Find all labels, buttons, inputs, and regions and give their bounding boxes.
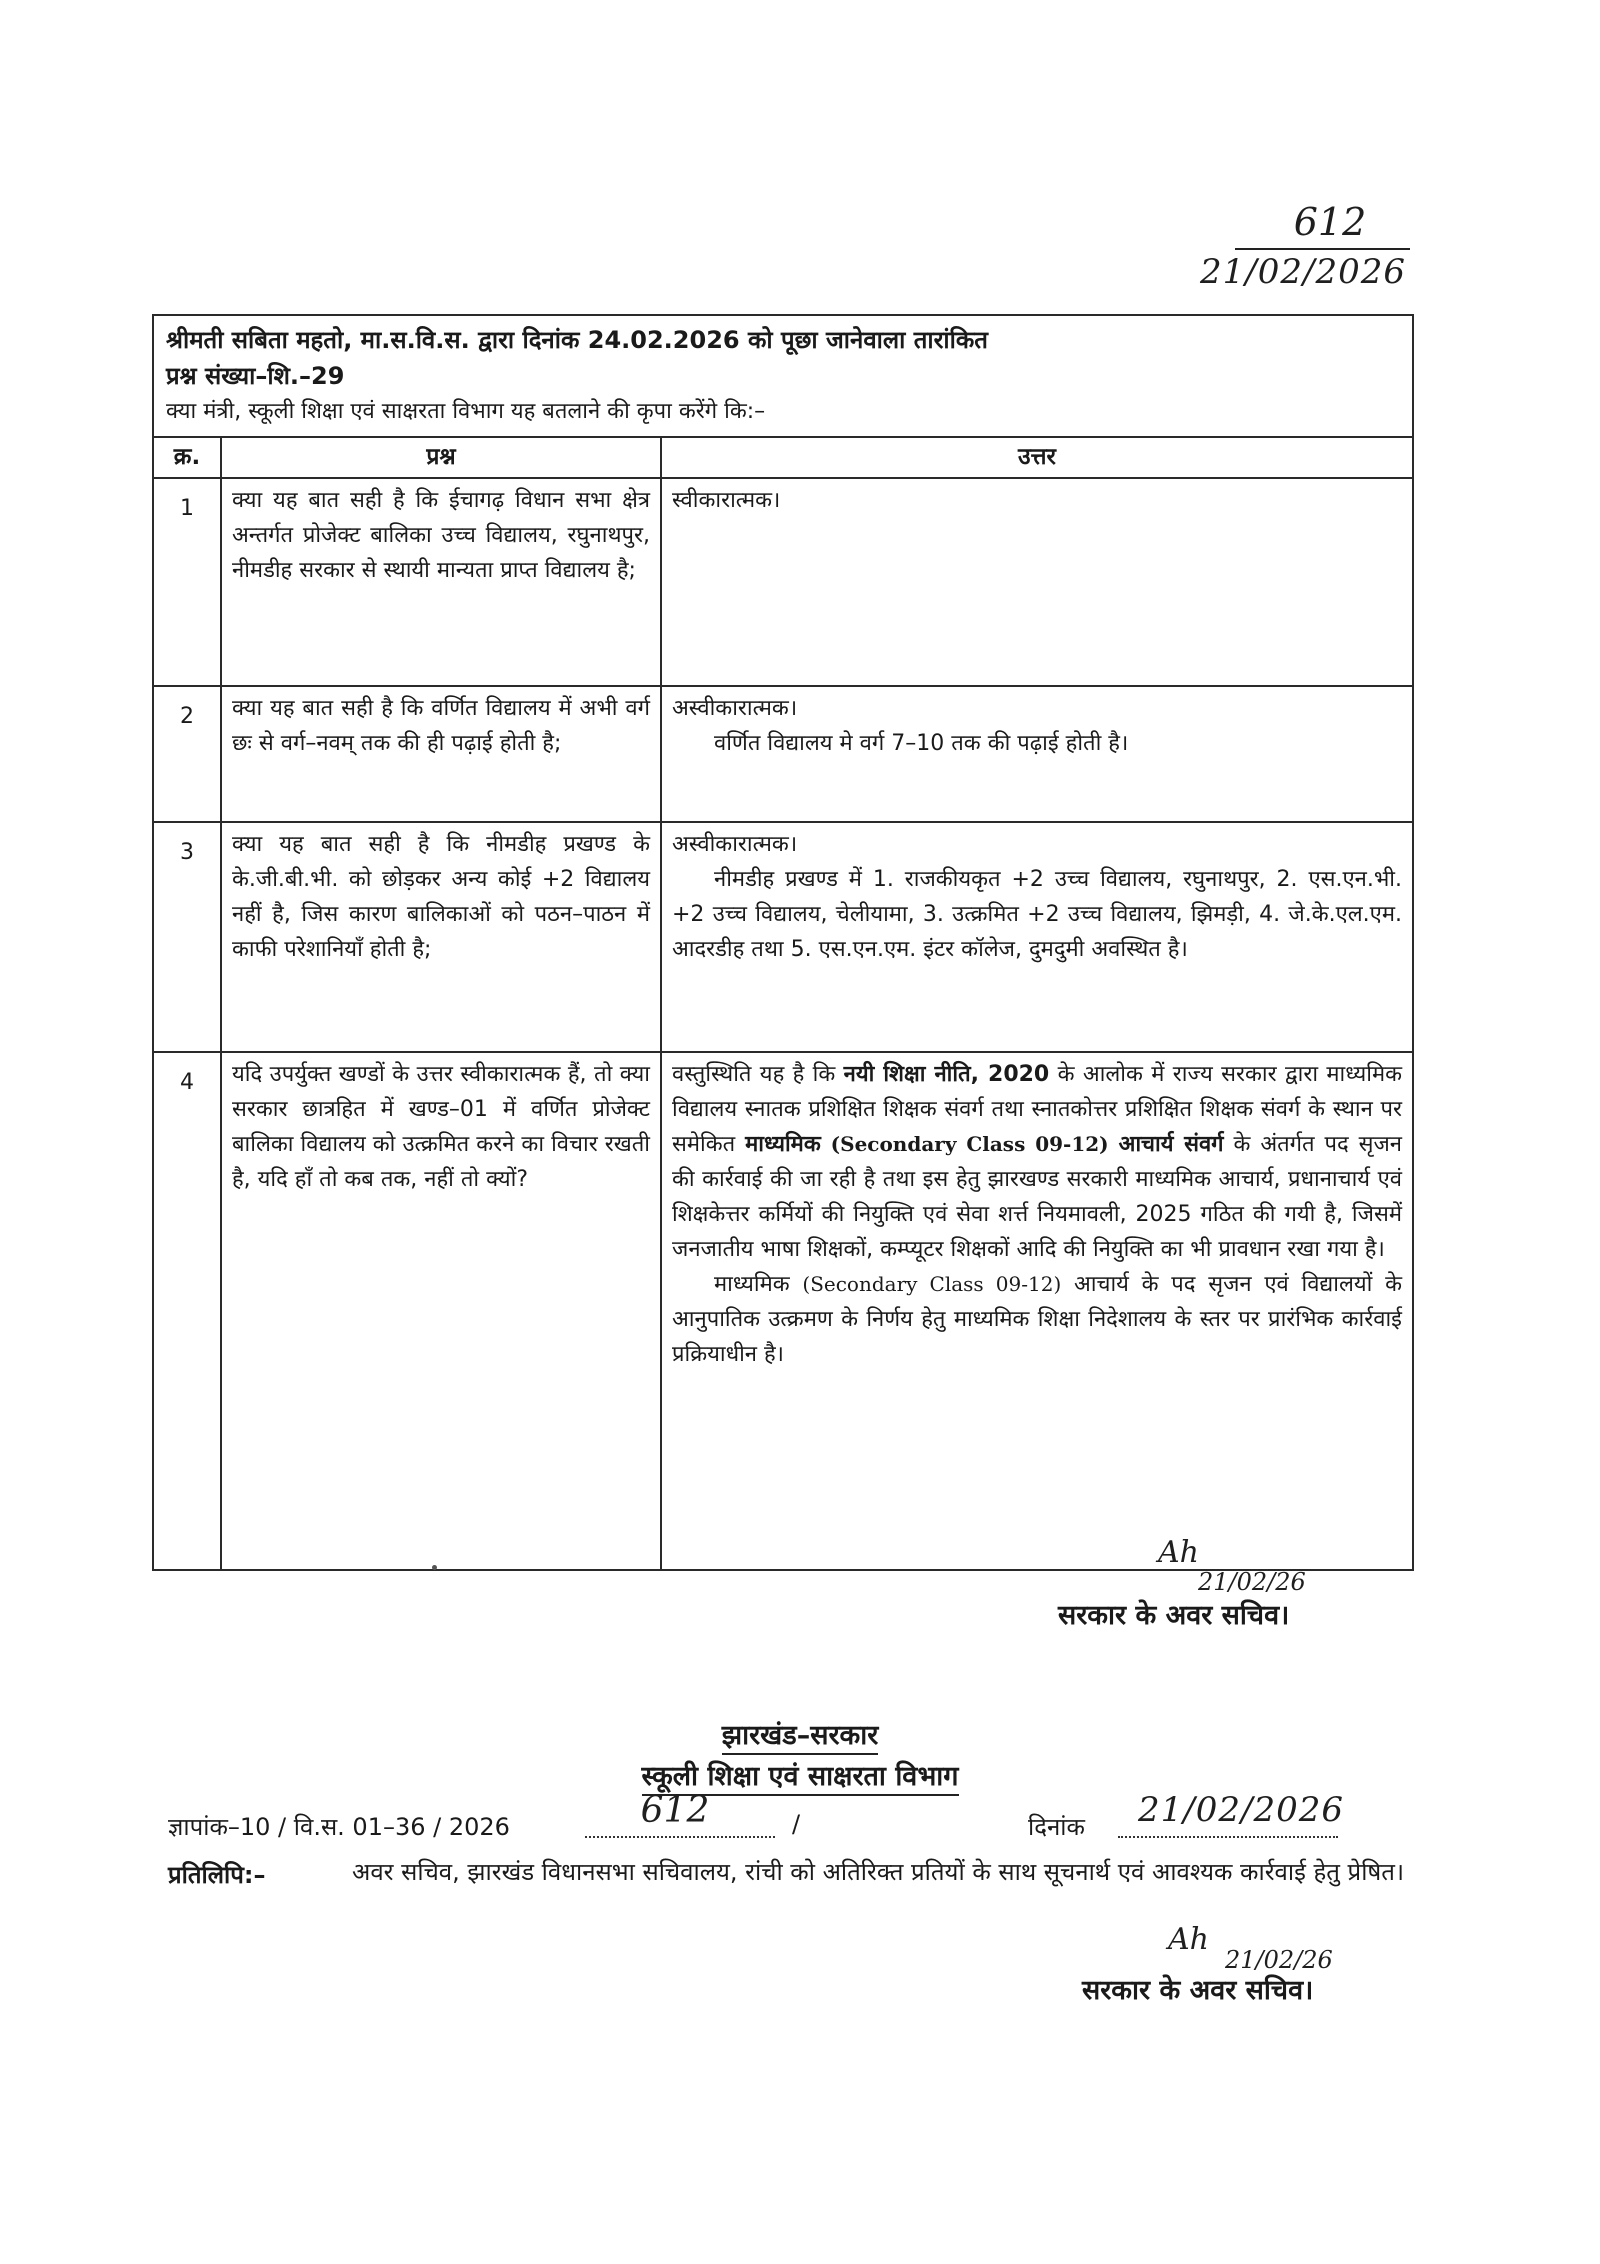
column-header-sno: क्र. xyxy=(153,437,221,478)
row-answer xyxy=(661,822,1413,1052)
table-row xyxy=(153,686,1413,822)
row-number: 2 xyxy=(153,686,221,822)
memo-number-prefix: ज्ञापांक–10 / वि.स. 01–36 / 2026 xyxy=(168,1813,510,1841)
handwritten-date: 21/02/2026 xyxy=(1200,252,1406,292)
signature: Ah xyxy=(1168,1922,1209,1957)
copy-text: अवर सचिव, झारखंड विधानसभा सचिवालय, रांची को अतिरिक्त प्रतियों के साथ सूचनार्थ एवं आवश्यक कार्रवाई हेतु प्रेषित। xyxy=(352,1858,1405,1886)
cadre-name: माध्यमिक xyxy=(745,1132,821,1157)
answer-status: अस्वीकारात्मक। xyxy=(672,832,798,857)
question-number: प्रश्न संख्या–शि.–29 xyxy=(166,362,345,390)
date-dotted-line xyxy=(1118,1836,1338,1838)
row-question: क्या यह बात सही है कि वर्णित विद्यालय में अभी वर्ग छः से वर्ग–नवम् तक की ही पढ़ाई होती है; xyxy=(221,686,661,822)
row-question: क्या यह बात सही है कि ईचागढ़ विधान सभा क्षेत्र अन्तर्गत प्रोजेक्ट बालिका उच्च विद्यालय, रघुनाथपुर, नीमडीह सरकार से स्थायी मान्यता प्राप्त विद्यालय है; xyxy=(221,478,661,686)
column-header-answer: उत्तर xyxy=(661,437,1413,478)
question-header-line: श्रीमती सबिता महतो, मा.स.वि.स. द्वारा दिनांक 24.02.2026 को पूछा जानेवाला तारांकित xyxy=(166,326,988,354)
scan-speck xyxy=(432,1565,437,1570)
answer-text: के आलोक में राज्य सरकार द्वारा माध्यमिक विद्यालय स्नातक प्रशिक्षित शिक्षक संवर्ग तथा स्नातकोत्तर प्रशिक्षित शिक्षक संवर्ग के स्थान पर समेकित xyxy=(672,1062,1403,1157)
memo-dotted-line xyxy=(585,1836,775,1838)
signatory-designation: सरकार के अवर सचिव। xyxy=(1082,1975,1314,2006)
memo-number-handwritten: 612 xyxy=(640,1790,710,1831)
copy-label: प्रतिलिपि:– xyxy=(168,1861,266,1889)
row-answer xyxy=(661,686,1413,822)
department-name: स्कूली शिक्षा एवं साक्षरता विभाग xyxy=(0,1756,1600,1793)
signature-date: 21/02/26 xyxy=(1225,1946,1333,1974)
policy-name: नयी शिक्षा नीति, 2020 xyxy=(843,1062,1050,1087)
answer-text: के अंतर्गत पद सृजन की कार्रवाई की जा रही है तथा इस हेतु झारखण्ड सरकारी माध्यमिक आचार्य, प्रधानाचार्य एवं शिक्षकेत्तर कर्मियों की नियुक्ति एवं सेवा शर्त्त नियमावली, 2025 गठित की गयी है, जिसमें जनजातीय भाषा शिक्षकों, कम्प्यूटर शिक्षकों आदि की नियुक्ति का भी प्रावधान रखा गया है। xyxy=(672,1132,1403,1262)
date-handwritten: 21/02/2026 xyxy=(1138,1790,1344,1830)
question-intro: क्या मंत्री, स्कूली शिक्षा एवं साक्षरता विभाग यह बतलाने की कृपा करेंगे कि:– xyxy=(166,399,766,424)
class-range: (Secondary Class 09-12) xyxy=(802,1272,1062,1296)
row-question: क्या यह बात सही है कि नीमडीह प्रखण्ड के के.जी.बी.भी. को छोड़कर अन्य कोई +2 विद्यालय नहीं है, जिस कारण बालिकाओं को पठन–पाठन में काफी परेशानियाँ होती है; xyxy=(221,822,661,1052)
row-number: 4 xyxy=(153,1052,221,1570)
row-number: 3 xyxy=(153,822,221,1052)
table-header-cell xyxy=(153,315,1413,437)
answer-paragraph-1 xyxy=(672,1057,1402,1267)
signature-date: 21/02/26 xyxy=(1198,1568,1306,1596)
class-range: (Secondary Class 09-12) xyxy=(830,1132,1109,1156)
table-row xyxy=(153,1052,1413,1570)
answer-text: आचार्य के पद सृजन एवं विद्यालयों के आनुपातिक उत्क्रमण के निर्णय हेतु माध्यमिक शिक्षा निदेशालय के स्तर पर प्रारंभिक कार्रवाई प्रक्रियाधीन है। xyxy=(672,1272,1403,1367)
row-number: 1 xyxy=(153,478,221,686)
answer-text: वस्तुस्थिति यह है कि xyxy=(672,1062,836,1087)
answer-detail: नीमडीह प्रखण्ड में 1. राजकीयकृत +2 उच्च विद्यालय, रघुनाथपुर, 2. एस.एन.भी. +2 उच्च विद्यालय, चेलीयामा, 3. उत्क्रमित +2 उच्च विद्यालय, झिमड़ी, 4. जे.के.एल.एम. आदरडीह तथा 5. एस.एन.एम. इंटर कॉलेज, दुमदुमी अवस्थित है। xyxy=(672,867,1402,962)
column-header-question: प्रश्न xyxy=(221,437,661,478)
answer-status: अस्वीकारात्मक। xyxy=(672,696,798,721)
memo-slash: / xyxy=(792,1810,801,1838)
table-row xyxy=(153,822,1413,1052)
question-answer-table xyxy=(152,314,1414,1571)
row-question: यदि उपर्युक्त खण्डों के उत्तर स्वीकारात्मक हैं, तो क्या सरकार छात्रहित में खण्ड–01 में वर्णित प्रोजेक्ट बालिका विद्यालय को उत्क्रमित करने का विचार रखती है, यदि हाँ तो कब तक, नहीं तो क्यों? xyxy=(221,1052,661,1570)
row-answer xyxy=(661,1052,1413,1570)
answer-detail: वर्णित विद्यालय मे वर्ग 7–10 तक की पढ़ाई होती है। xyxy=(714,731,1129,756)
row-answer: स्वीकारात्मक। xyxy=(661,478,1413,686)
handwritten-letter-number: 612 xyxy=(1293,200,1367,244)
signature: Ah xyxy=(1158,1535,1199,1570)
handwritten-underline xyxy=(1235,248,1410,250)
government-name: झारखंड–सरकार xyxy=(0,1715,1600,1752)
answer-text: माध्यमिक xyxy=(714,1272,790,1297)
cadre-name: आचार्य संवर्ग xyxy=(1118,1132,1224,1157)
answer-paragraph-2 xyxy=(672,1267,1402,1372)
date-label: दिनांक xyxy=(1028,1813,1085,1841)
signatory-designation: सरकार के अवर सचिव। xyxy=(1058,1600,1290,1631)
table-row xyxy=(153,478,1413,686)
